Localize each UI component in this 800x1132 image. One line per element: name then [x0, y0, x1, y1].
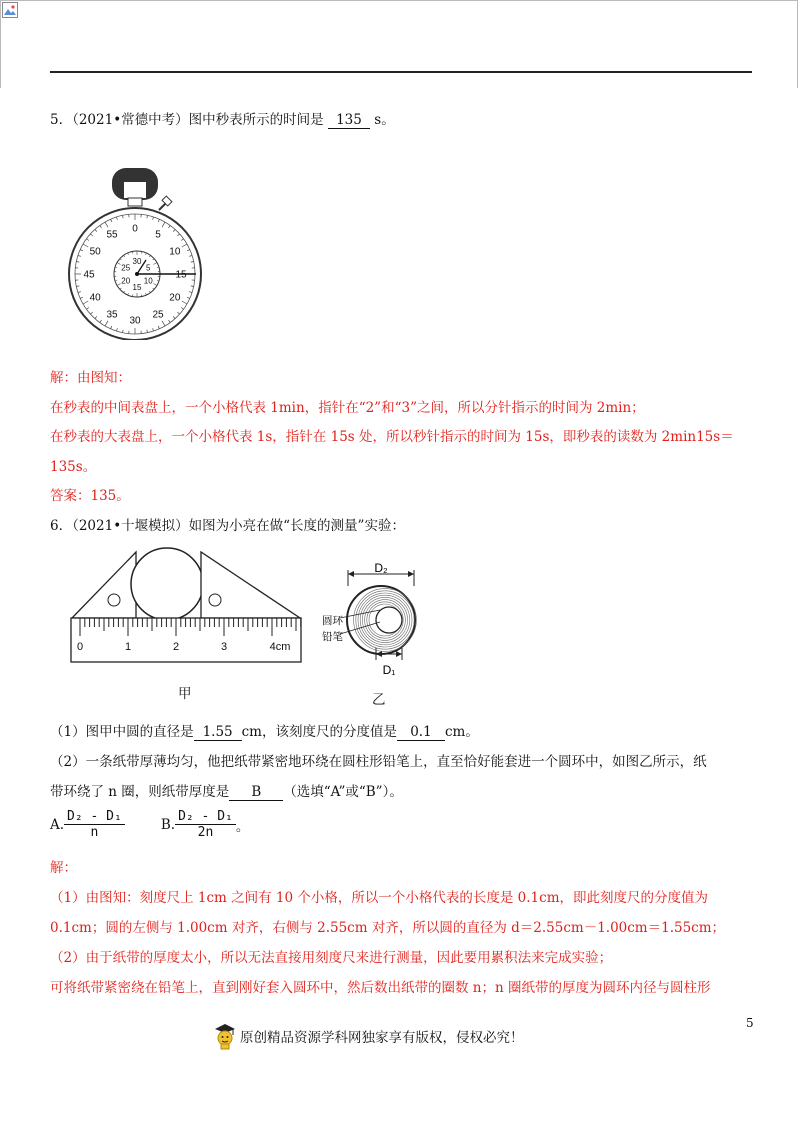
dial-label-50: 50	[89, 246, 101, 258]
dial-label-15: 15	[175, 269, 187, 281]
q5-stem: 5．（2021•常德中考）图中秒表所示的时间是 135 s。	[50, 112, 395, 128]
q5-solution-5: 答案：135。	[50, 488, 130, 504]
q6-solution-2: （1）由图知：刻度尺上 1cm 之间有 10 个小格，所以一个小格代表的长度是 0.1cm，即此刻度尺的分度值为	[50, 890, 709, 906]
svg-text:D₂: D₂	[374, 562, 388, 575]
ring-figure-b	[318, 562, 438, 678]
footer-text: 原创精品资源学科网独家享有版权，侵权必究！	[240, 1030, 524, 1046]
dial-label-30: 30	[129, 315, 141, 327]
q6-stem: 6．（2021•十堰模拟）如图为小亮在做“长度的测量”实验：	[50, 518, 405, 534]
dial-label-25: 25	[152, 309, 164, 321]
svg-text:D₁: D₁	[382, 663, 396, 677]
dial-label-5: 5	[155, 229, 161, 241]
option-a-label: A.	[50, 816, 65, 833]
dial-label-35: 35	[106, 309, 118, 321]
inner-dial-label-20: 20	[121, 276, 131, 286]
q6-solution-1: 解：	[50, 860, 77, 876]
dial-label-10: 10	[169, 246, 181, 258]
inner-dial-label-5: 5	[146, 263, 151, 273]
q6-options: A. $\frac{\text{D₂ - D₁}}{n}$ B. $\frac{\text{D₂ - D₁}}{2n}$ 。	[50, 809, 250, 840]
q5-answer-blank: 135	[328, 112, 370, 129]
ruler-label: 3	[220, 641, 228, 653]
header-frame	[0, 0, 798, 88]
ruler-label: 1	[124, 641, 132, 653]
option-b-fraction: $\frac{\text{D₂ - D₁}}{2n}$	[175, 809, 236, 840]
ruler-label: 2	[172, 641, 180, 653]
q6-part1: （1）图甲中圆的直径是 1.55 cm，该刻度尺的分度值是 0.1 cm。	[50, 724, 479, 740]
footer	[212, 1022, 524, 1050]
svg-text:圆环: 圆环	[322, 615, 343, 627]
header-rule	[50, 71, 752, 73]
ruler-label: 4cm	[269, 641, 291, 653]
dial-label-20: 20	[169, 292, 181, 304]
ruler-label: 0	[76, 641, 84, 653]
fig-a-caption: 甲	[178, 686, 192, 702]
stopwatch-figure	[64, 166, 210, 340]
inner-dial-label-15: 15	[132, 283, 142, 292]
fig-b-caption: 乙	[372, 692, 386, 708]
q5-solution-4: 135s。	[50, 459, 97, 475]
dial-label-55: 55	[106, 229, 118, 241]
page-number: 5	[746, 1016, 754, 1030]
dial-label-45: 45	[83, 269, 95, 281]
q6-part2-line2: 带环绕了 n 圈，则纸带厚度是 B （选填“A”或“B”）。	[50, 784, 403, 800]
inner-dial-label-30: 30	[132, 257, 142, 266]
q6-solution-5: 可将纸带紧密绕在铅笔上，直到刚好套入圆环中，然后数出纸带的圈数 n；n 圈纸带的厚度为圆环内径与圆柱形	[50, 980, 711, 996]
dial-label-40: 40	[89, 292, 101, 304]
mascot-icon	[212, 1022, 238, 1050]
q6-solution-4: （2）由于纸带的厚度太小，所以无法直接用刻度尺来进行测量，因此要用累积法来完成实验；	[50, 950, 613, 966]
inner-dial-label-10: 10	[143, 276, 153, 286]
dial-label-0: 0	[132, 223, 138, 235]
q5-solution-3: 在秒表的大表盘上，一个小格代表 1s，指针在 15s 处，所以秒针指示的时间为 15s，即秒表的读数为 2min15s＝	[50, 429, 734, 445]
q6-part2-line1: （2）一条纸带厚薄均匀，他把纸带紧密地环绕在圆柱形铅笔上，直至恰好能套进一个圆环中，如图乙所示，纸	[50, 754, 707, 770]
svg-text:铅笔: 铅笔	[322, 631, 343, 643]
ruler-figure-a	[66, 544, 310, 668]
option-a-fraction: $\frac{\text{D₂ - D₁}}{n}$	[64, 809, 125, 840]
q6-solution-3: 0.1cm；圆的左侧与 1.00cm 对齐，右侧与 2.55cm 对齐，所以圆的直径为 d＝2.55cm－1.00cm＝1.55cm；	[50, 920, 726, 936]
broken-image-icon	[2, 2, 18, 18]
option-b-label: B.	[160, 816, 176, 833]
q5-solution-1: 解：由图知：	[50, 370, 131, 386]
inner-dial-label-25: 25	[121, 263, 131, 273]
q5-solution-2: 在秒表的中间表盘上，一个小格代表 1min，指针在“2”和“3”之间，所以分针指示的时间为 2min；	[50, 400, 645, 416]
